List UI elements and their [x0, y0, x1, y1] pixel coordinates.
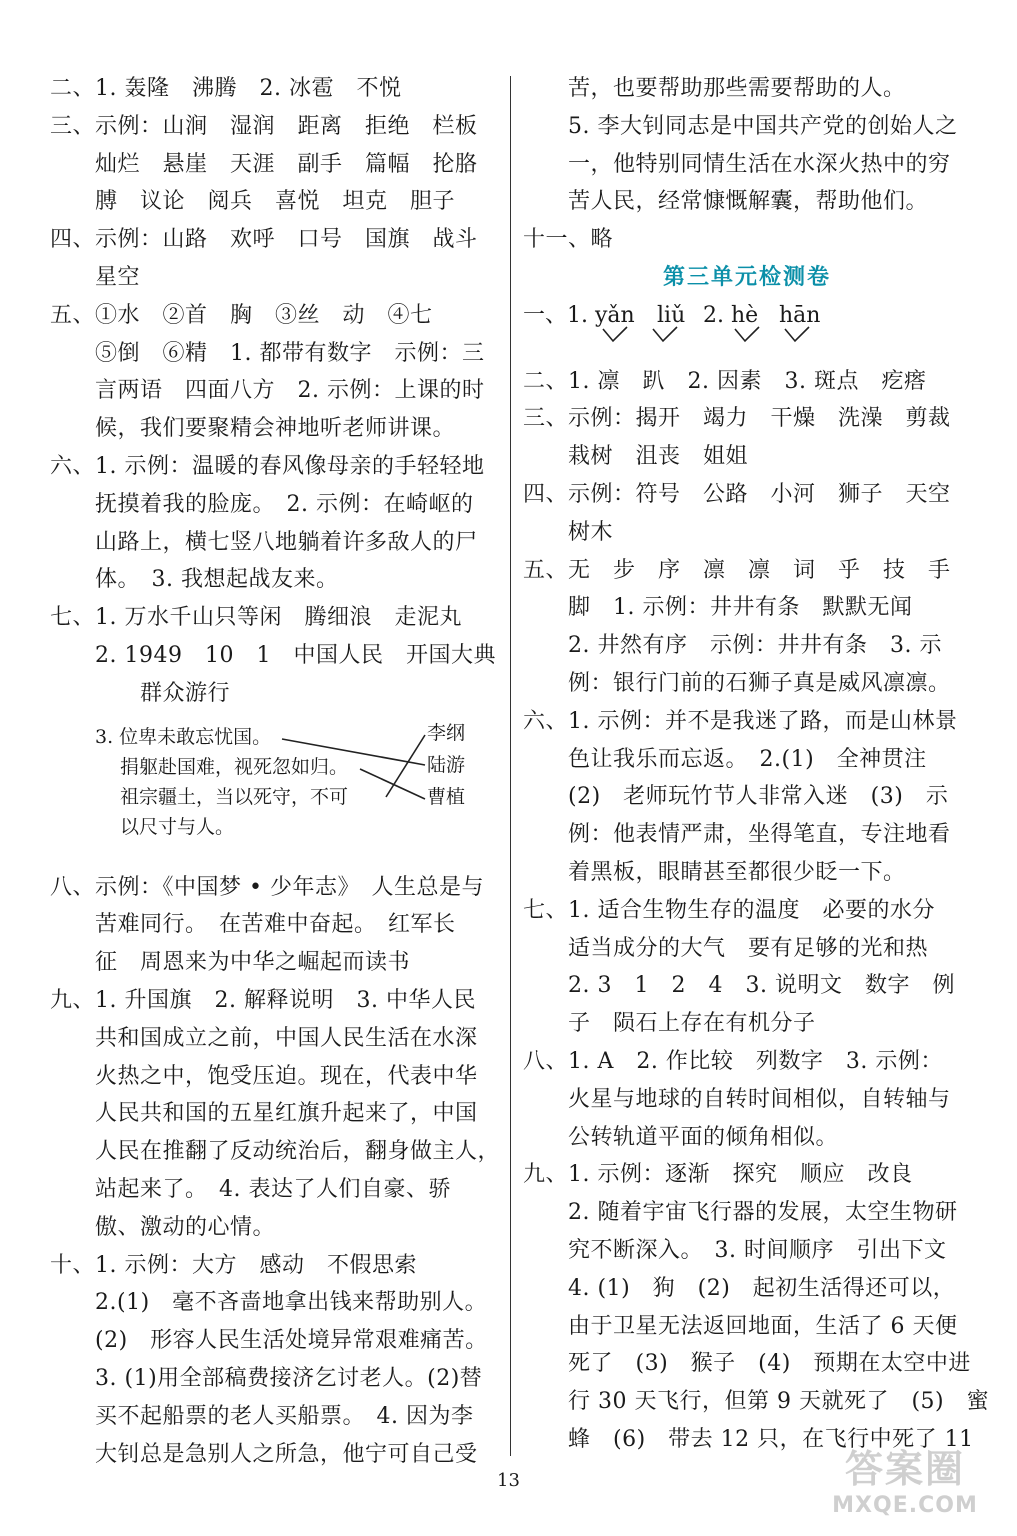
matching-lines: [50, 713, 498, 869]
watermark-logo-text: 答案圈: [844, 1447, 965, 1491]
answer-line: 5. 李大钊同志是中国共产党的创始人之: [568, 113, 958, 139]
check-icon: [603, 327, 627, 341]
answer-line: 言两语 四面八方 2. 示例：上课的时: [95, 378, 485, 404]
answer-line: ⑤倒 ⑥精 1. 都带有数字 示例：三: [95, 340, 485, 366]
matching-person: 李纲: [427, 721, 466, 744]
match-line: [360, 769, 425, 799]
answer-line: 灿烂 悬崖 天涯 副手 篇幅 抡胳: [95, 151, 478, 177]
answer-line: 人民共和国的五星红旗升起来了，中国: [95, 1101, 478, 1127]
site-watermark: [805, 1438, 1005, 1528]
answer-line: 子 陨石上存在有机分子: [568, 1011, 816, 1037]
answer-line: 星空: [95, 264, 141, 290]
answer-line: 例：他表情严肃，坐得笔直，专注地看: [568, 822, 951, 848]
check-icon: [653, 327, 677, 341]
match-line: [386, 735, 425, 797]
match-line: [282, 739, 425, 765]
matching-quote: 捐躯赴国难，视死忽如归。: [120, 755, 349, 778]
right-column: [523, 70, 990, 1459]
answer-line: 共和国成立之前，中国人民生活在水深: [95, 1025, 478, 1051]
matching-quote: 3. 位卑未敢忘忧国。: [95, 725, 272, 748]
poem-matching-diagram: [50, 713, 498, 869]
answer-line: 2. 井然有序 示例：井井有条 3. 示: [568, 633, 942, 659]
answer-line: 公转轨道平面的倾角相似。: [568, 1124, 839, 1150]
column-divider: [510, 76, 511, 1456]
answer-line: 六、1. 示例：并不是我迷了路，而是山林景: [523, 708, 958, 734]
answer-line: 九、1. 示例：逐渐 探究 顺应 改良: [523, 1162, 913, 1188]
pinyin-item: 2. hè: [703, 302, 759, 328]
answer-line: 栽树 沮丧 姐姐: [568, 444, 749, 470]
answer-line: 征 周恩来为中华之崛起而读书: [95, 950, 411, 976]
answer-line: 苦人民，经常慷慨解囊，帮助他们。: [568, 189, 929, 215]
answer-line: 群众游行: [140, 680, 231, 706]
answer-line: 例：银行门前的石狮子真是威风凛凛。: [568, 670, 951, 696]
answer-line: 四、示例：山路 欢呼 口号 国旗 战斗: [50, 227, 478, 253]
answer-line: 二、1. 轰隆 沸腾 2. 冰雹 不悦: [50, 76, 402, 101]
answer-line: 五、无 步 序 凛 凛 词 乎 技 手: [523, 557, 951, 583]
answer-line: (2) 形容人民生活处境异常艰难痛苦。: [95, 1328, 488, 1354]
section-title: 第三单元检测卷: [662, 263, 831, 290]
answer-line: 十、1. 示例：大方 感动 不假思索: [50, 1252, 417, 1278]
answer-line: 2. 1949 10 1 中国人民 开国大典: [95, 642, 496, 668]
answer-line: 五、①水 ②首 胸 ③丝 动 ④七: [50, 302, 433, 328]
answer-line: 苦难同行。 在苦难中奋起。 红军长: [95, 912, 456, 938]
answer-line: 抚摸着我的脸庞。 2. 示例：在崎岖的: [95, 491, 474, 517]
answer-line: 脚 1. 示例：井井有条 默默无闻: [568, 595, 913, 621]
answer-line: 傲、激动的心情。: [95, 1214, 276, 1240]
answer-line: 十一、略: [523, 227, 614, 253]
watermark-url: MXQE.COM: [832, 1493, 978, 1518]
answer-line: 体。 3. 我想起战友来。: [95, 567, 339, 593]
matching-quote: 以尺寸与人。: [120, 815, 235, 838]
answer-line: 膊 议论 阅兵 喜悦 坦克 胆子: [95, 189, 456, 215]
pinyin-item: yǎn: [595, 302, 635, 328]
answer-line: 站起来了。 4. 表达了人们自豪、骄: [95, 1176, 451, 1202]
answer-line: 买不起船票的老人买船票。 4. 因为李: [95, 1403, 474, 1429]
answer-line: 色让我乐而忘返。 2.(1) 全神贯注: [568, 746, 927, 772]
answer-line: 2.(1) 毫不吝啬地拿出钱来帮助别人。: [95, 1290, 488, 1316]
matching-quote: 祖宗疆土，当以死守，不可: [120, 785, 349, 808]
answer-line: 2. 3 1 2 4 3. 说明文 数字 例: [568, 973, 955, 999]
answer-line: 行 30 天飞行，但第 9 天就死了 (5) 蜜: [568, 1389, 990, 1415]
page-number: 13: [497, 1470, 520, 1491]
answer-line: 六、1. 示例：温暖的春风像母亲的手轻轻地: [50, 453, 485, 479]
answer-line: 火热之中，饱受压迫。现在，代表中华: [95, 1063, 478, 1089]
answer-line: 着黑板，眼睛甚至都很少眨一下。: [568, 859, 906, 885]
answer-line: 3. (1)用全部稿费接济乞讨老人。(2)替: [95, 1365, 483, 1391]
answer-line: 树木: [568, 519, 614, 545]
answer-line: 死了 (3) 猴子 (4) 预期在太空中进: [568, 1351, 971, 1377]
check-icon: [735, 327, 759, 341]
matching-person: 曹植: [427, 785, 466, 808]
answer-line: 七、1. 适合生物生存的温度 必要的水分: [523, 897, 935, 923]
answer-line: (2) 老师玩竹节人非常入迷 (3) 示: [568, 784, 949, 810]
answer-line: 人民在推翻了反动统治后，翻身做主人，: [95, 1139, 501, 1165]
answer-line: 九、1. 升国旗 2. 解释说明 3. 中华人民: [50, 987, 476, 1013]
answer-line: 候，我们要聚精会神地听老师讲课。: [95, 416, 456, 442]
answer-line: 二、1. 凛 趴 2. 因素 3. 斑点 疙瘩: [523, 368, 927, 394]
answer-line: 蜂 (6) 带去 12 只，在飞行中死了 11: [568, 1426, 974, 1452]
answer-line: 三、示例：山涧 湿润 距离 拒绝 栏板: [50, 113, 478, 139]
answer-line: 由于卫星无法返回地面，生活了 6 天便: [568, 1313, 958, 1339]
pinyin-item: liǔ: [657, 302, 686, 328]
answer-line: 山路上，横七竖八地躺着许多敌人的尸: [95, 529, 478, 555]
check-marks: [523, 325, 971, 349]
answer-line: 适当成分的大气 要有足够的光和热: [568, 935, 929, 961]
answer-line: 八、1. A 2. 作比较 列数字 3. 示例：: [523, 1048, 943, 1074]
answer-line: 四、示例：符号 公路 小河 狮子 天空: [523, 481, 951, 507]
answer-line: 4. (1) 狗 (2) 起初生活得还可以，: [568, 1275, 956, 1301]
answer-line: 三、示例：揭开 竭力 干燥 洗澡 剪裁: [523, 406, 951, 432]
answer-line: 大钊总是急别人之所急，他宁可自己受: [95, 1441, 478, 1467]
left-column: [50, 70, 501, 1473]
answer-line: 一，他特别同情生活在水深火热中的穷: [568, 151, 951, 177]
answer-line: 八、示例：《中国梦 • 少年志》 人生总是与: [50, 874, 484, 900]
answer-line: 火星与地球的自转时间相似，自转轴与: [568, 1086, 951, 1112]
check-icon: [785, 327, 809, 341]
answer-line: 究不断深入。 3. 时间顺序 引出下文: [568, 1237, 947, 1263]
answer-line: 苦，也要帮助那些需要帮助的人。: [568, 76, 906, 101]
answer-line: 2. 随着宇宙飞行器的发展，太空生物研: [568, 1200, 958, 1226]
answer-line: 七、1. 万水千山只等闲 腾细浪 走泥丸: [50, 605, 462, 631]
pinyin-prefix: 一、1.: [523, 302, 588, 328]
matching-person: 陆游: [427, 753, 466, 776]
pinyin-item: hān: [779, 302, 821, 328]
